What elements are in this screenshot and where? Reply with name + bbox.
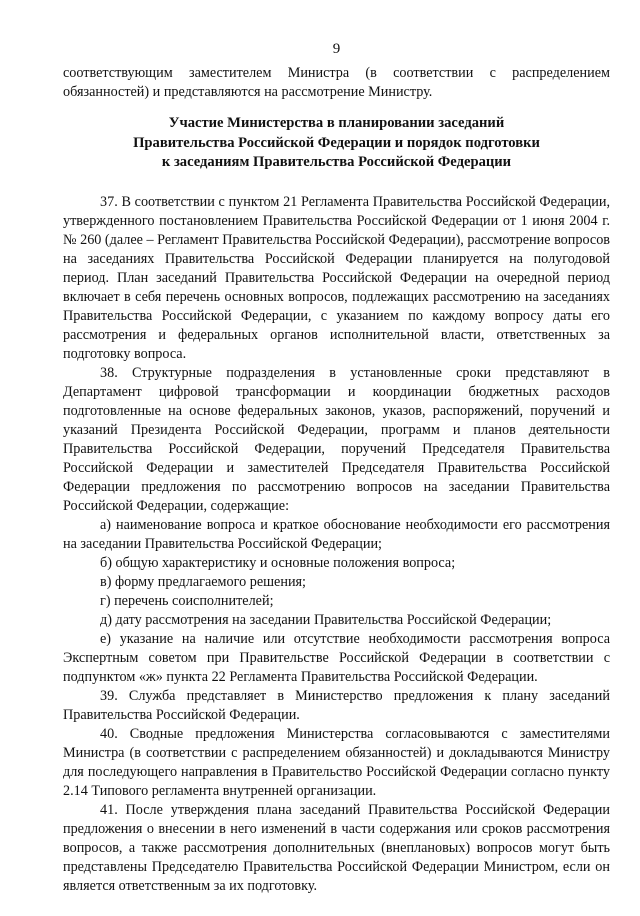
paragraph-37: 37. В соответствии с пунктом 21 Регламента Правительства Российской Федерации, утвержденного постановлением Правительства Российской Федерации от 1 июня 2004 г. № 260 (далее – Регламент Правительства Российской Федерации), рассмотрение вопросов на заседаниях Правительства Российской Федерации планируется на полугодовой период. План заседаний Правительства Российской Федерации на очередной период включает в себя перечень основных вопросов, подлежащих рассмотрению на заседаниях Правительства Российской Федерации, с указанием по каждому вопросу даты его рассмотрения и федеральных органов исполнительной власти, ответственных за подготовку вопроса.	[63, 193, 610, 362]
paragraph-41: 41. После утверждения плана заседаний Правительства Российской Федерации предложения о внесении в него изменений в части содержания или сроков рассмотрения вопросов, а также рассмотрения дополнительных (внеплановых) вопросов могут быть представлены Председателю Правительства Российской Федерации Министром, если он является ответственным за их подготовку.	[63, 801, 610, 894]
section-heading	[63, 114, 610, 173]
page-number: 9	[332, 41, 341, 57]
list-item-g: г) перечень соисполнителей;	[100, 592, 274, 609]
list-item-e: е) указание на наличие или отсутствие необходимости рассмотрения вопроса Экспертным советом при Правительстве Российской Федерации в соответствии с подпунктом «ж» пункта 22 Регламента Правительства Российской Федерации.	[63, 630, 610, 685]
intro-paragraph: соответствующим заместителем Министра (в соответствии с распределением обязанностей) и представляются на рассмотрение Министру.	[63, 65, 610, 100]
list-item-d: д) дату рассмотрения на заседании Правительства Российской Федерации;	[100, 611, 552, 628]
paragraph-39: 39. Служба представляет в Министерство предложения к плану заседаний Правительства Российской Федерации.	[63, 687, 610, 723]
list-item-v: в) форму предлагаемого решения;	[100, 573, 307, 590]
paragraph-40: 40. Сводные предложения Министерства согласовываются с заместителями Министра (в соответствии с распределением обязанностей) и докладываются Министру для последующего направления в Правительство Российской Федерации согласно пункту 2.14 Типового регламента внутренней организации.	[63, 725, 610, 799]
heading-line-3: к заседаниям Правительства Российской Федерации	[161, 154, 512, 170]
heading-line-2: Правительства Российской Федерации и порядок подготовки	[133, 134, 540, 151]
list-item-b: б) общую характеристику и основные положения вопроса;	[100, 554, 456, 571]
heading-line-1: Участие Министерства в планировании заседаний	[168, 115, 505, 131]
list-item-a: а) наименование вопроса и краткое обоснование необходимости его рассмотрения на заседании Правительства Российской Федерации;	[63, 516, 610, 552]
paragraph-38: 38. Структурные подразделения в установленные сроки представляют в Департамент цифровой трансформации и координации бюджетных расходов подготовленные на основе федеральных законов, указов, распоряжений, поручений и указаний Президента Российской Федерации, программ и планов деятельности Правительства Российской Федерации, поручений Председателя Правительства Российской Федерации и заместителей Председателя Правительства Российской Федерации предложения по рассмотрению вопросов на заседании Правительства Российской Федерации, содержащие:	[63, 364, 610, 514]
